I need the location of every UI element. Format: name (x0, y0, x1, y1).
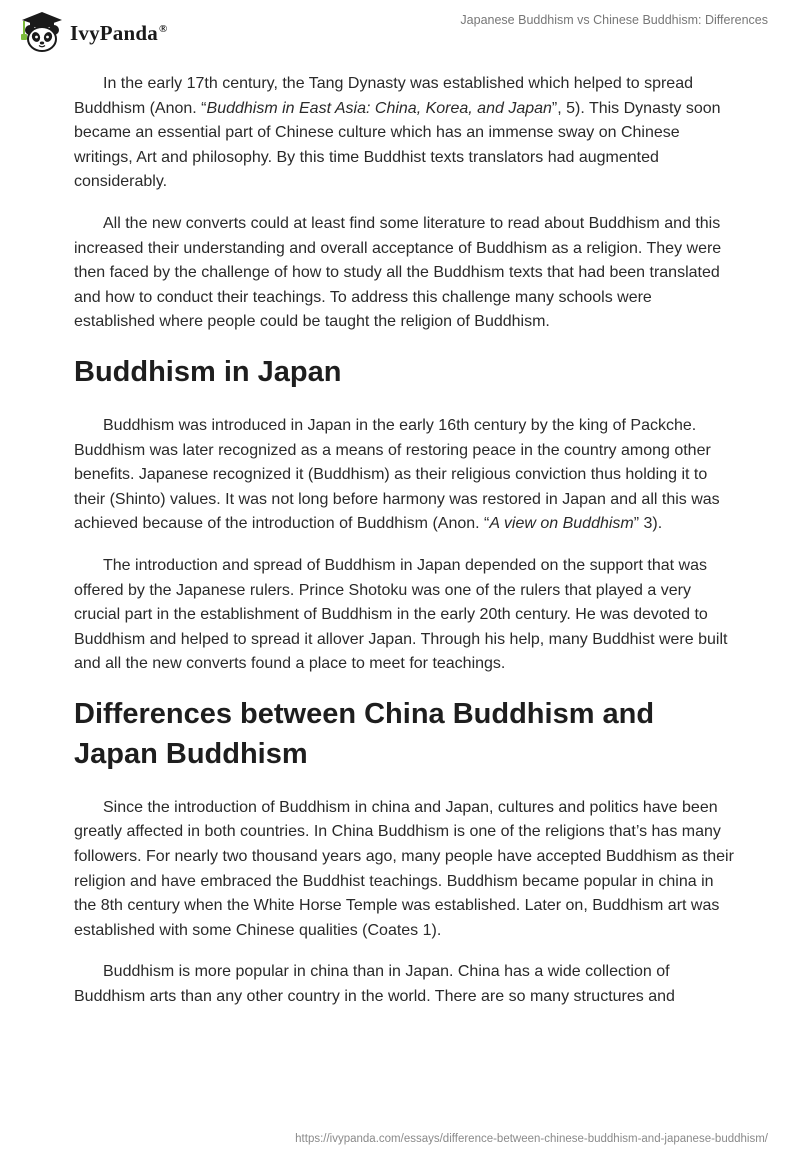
paragraph-introduction-japan: Buddhism was introduced in Japan in the early 16th century by the king of Packche. Buddhism was later recognized as a means of restoring peace in the country among other benefits. Japanese recognized it (Buddhism) as their religious conviction thus holding it to their (Shinto) values. It was not long before harmony was restored in Japan and all this was achieved because of the introduction of Buddhism (Anon. “A view on Buddhism” 3). (74, 416, 720, 533)
section-heading-differences: Differences between China Buddhism and Japan Buddhism (74, 697, 655, 770)
paragraph-prince-shotoku: The introduction and spread of Buddhism in Japan depended on the support that was offered by the Japanese rulers. Prince Shotoku was one of the rulers that played a very crucial part in the establishment of Buddhism in the early 20th century. He was devoted to Buddhism and helped to spread it allover Japan. Through his help, many Buddhist were built and all the new converts found a place to meet for teachings. (74, 556, 728, 673)
article-body (74, 72, 734, 1027)
section-heading-buddhism-in-japan: Buddhism in Japan (74, 355, 342, 388)
source-url[interactable]: https://ivypanda.com/essays/difference-between-chinese-buddhism-and-japanese-buddhism/ (295, 1133, 768, 1145)
paragraph-china-followers: Since the introduction of Buddhism in china and Japan, cultures and politics have been greatly affected in both countries. In China Buddhism is one of the religions that’s has many followers. For nearly two thousand years ago, many people have accepted Buddhism as their religion and have embraced the Buddhist teachings. Buddhism became popular in china in the 8th century when the White Horse Temple was established. Later on, Buddhism art was established with some Chinese qualities (Coates 1). (74, 798, 734, 939)
paragraph-new-converts: All the new converts could at least find some literature to read about Buddhism and this increased their understanding and overall acceptance of Buddhism as a religion. They were then faced by the challenge of how to study all the Buddhism texts that had been translated and how to conduct their teachings. To address this challenge many schools were established where people could be taught the religion of Buddhism. (74, 214, 722, 331)
paragraph-tang-dynasty: In the early 17th century, the Tang Dynasty was established which helped to spread Buddhism (Anon. “Buddhism in East Asia: China, Korea, and Japan”, 5). This Dynasty soon became an essential part of Chinese culture which has an immense sway on Chinese writings, Art and philosophy. By this time Buddhist texts translators had augmented considerably. (74, 75, 721, 191)
document-title: Japanese Buddhism vs Chinese Buddhism: Differences (460, 13, 768, 27)
ivypanda-logo[interactable] (16, 8, 167, 54)
logo-wordmark: IvyPanda® (70, 20, 168, 45)
paragraph-popularity: Buddhism is more popular in china than in Japan. China has a wide collection of Buddhism arts than any other country in the world. There are so many structures and (74, 963, 675, 1006)
citation-title: A view on Buddhism (489, 515, 634, 533)
page-header (0, 0, 800, 60)
citation-title: Buddhism in East Asia: China, Korea, and Japan (206, 99, 552, 117)
panda-graduation-cap-icon (16, 8, 64, 54)
